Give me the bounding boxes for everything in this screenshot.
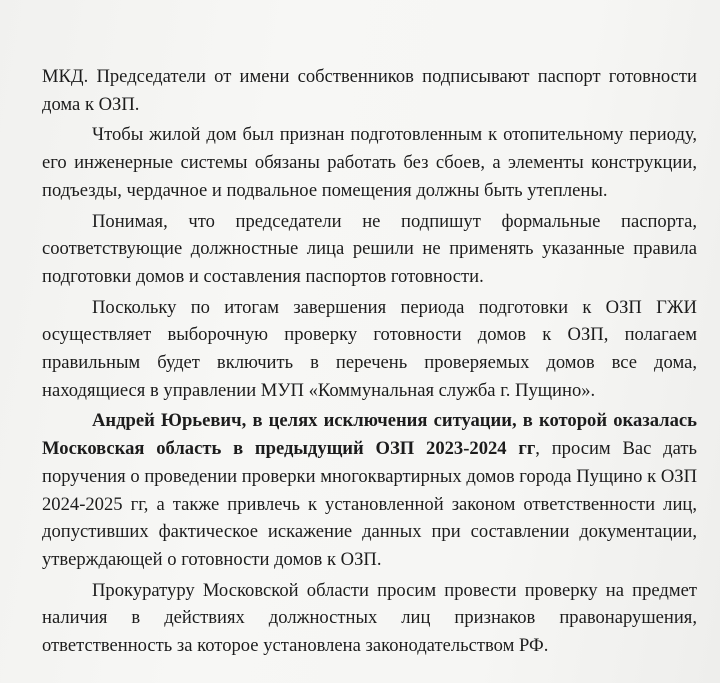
paragraph-2-text: Чтобы жилой дом был признан подготовленным к отопительному периоду, его инженерные системы обязаны работать без сбоев, а элементы конструкции, подъезды, чердачное и подвальное помещения должны быть утеплены. [42,124,697,201]
letter-body [42,63,697,663]
paragraph-4 [42,294,697,405]
paragraph-5 [42,407,697,573]
paragraph-1-text: МКД. Председатели от имени собственников подписывают паспорт готовности дома к ОЗП. [42,66,697,115]
paragraph-4-text: Поскольку по итогам завершения периода подготовки к ОЗП ГЖИ осуществляет выборочную проверку готовности домов к ОЗП, полагаем правильным будет включить в перечень проверяемых домов все дома, находящиеся в управлении МУП «Коммунальная служба г. Пущино». [42,296,697,401]
paragraph-3-text: Понимая, что председатели не подпишут формальные паспорта, соответствующие должностные лица решили не применять указанные правила подготовки домов и составления паспортов готовности. [42,210,697,287]
paragraph-5-bold: Андрей Юрьевич, в целях исключения ситуации, в которой оказалась Московская область в предыдущий ОЗП 2023-2024 гг [42,410,697,460]
paragraph-3 [42,208,697,291]
paragraph-1 [42,63,697,118]
paragraph-6 [42,577,697,660]
paragraph-5-text: , просим Вас дать поручения о проведении проверки многоквартирных домов города Пущино к ОЗП 2024-2025 гг, а также привлечь к установленной законом ответственности лиц, допустивших фактическое искажение данных при составлении документации, утверждающей о готовности домов к ОЗП. [42,438,697,570]
paragraph-6-text: Прокуратуру Московской области просим провести проверку на предмет наличия в действиях должностных лиц признаков правонарушения, ответственность за которое установлена законодательством РФ. [42,579,697,657]
paragraph-2 [42,121,697,204]
